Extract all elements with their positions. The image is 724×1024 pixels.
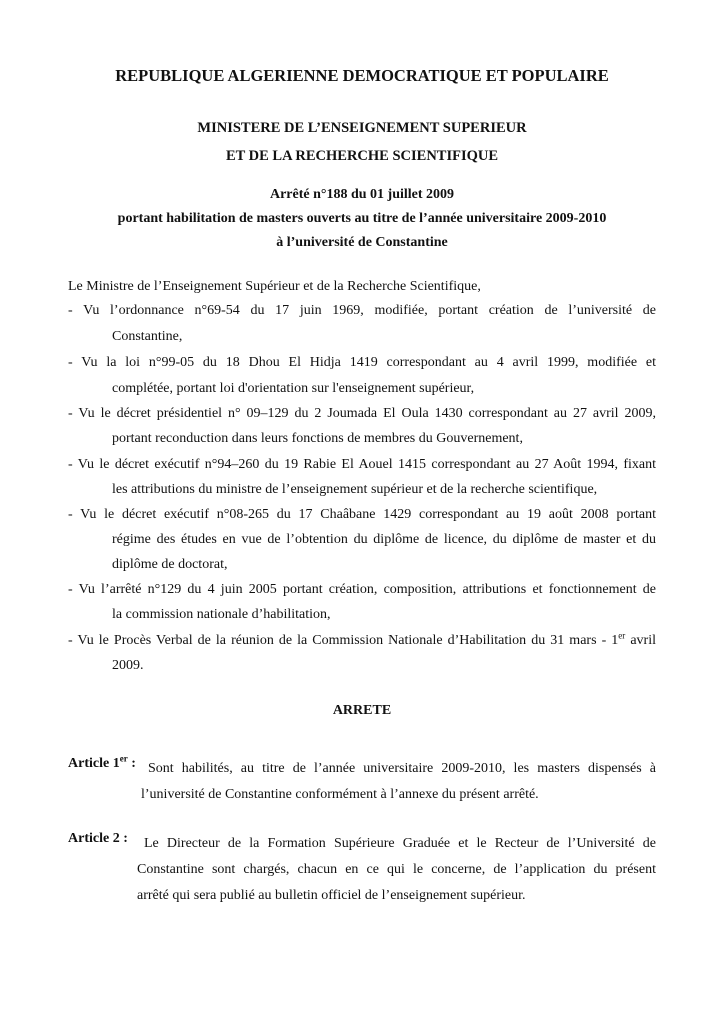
ministry-line-1: MINISTERE DE L’ENSEIGNEMENT SUPERIEUR [197,120,527,136]
decree-title-block [0,183,724,255]
article-2-line-2: Constantine sont chargés, chacun en ce qui le concerne, de l’application du présent [137,862,656,877]
ministry-heading [0,114,724,170]
vu-3-line-1: - Vu le décret présidentiel n° 09–129 du 2 Joumada El Oula 1430 correspondant au 27 avril 2009, [68,406,656,421]
decree-title: Arrêté n°188 du 01 juillet 2009 [269,187,455,202]
article-1-label [68,753,136,772]
vu-5-line-2: régime des études en vue de l’obtention du diplôme de licence, du diplôme de master et du [112,532,656,547]
article-1-label-tail: : [127,756,136,771]
article-2-line-1: Le Directeur de la Formation Supérieure Graduée et le Recteur de l’Université de [144,836,656,851]
article-2-line-3: arrêté qui sera publié au bulletin officiel de l’enseignement supérieur. [137,888,526,903]
decree-subject-line-2: à l’université de Constantine [276,235,448,250]
article-1-line-1: Sont habilités, au titre de l’année universitaire 2009-2010, les masters dispensés à [148,761,656,776]
vu-1-line-1: - Vu l’ordonnance n°69-54 du 17 juin 1969, modifiée, portant création de l’université de [68,303,656,318]
vu-1-line-2: Constantine, [112,329,183,344]
article-1-label-text: Article 1 [68,756,120,771]
vu-7-superscript: er [618,630,626,641]
republic-heading: REPUBLIQUE ALGERIENNE DEMOCRATIQUE ET POPULAIRE [115,66,609,85]
vu-5-line-3: diplôme de doctorat, [112,557,228,572]
vu-2-line-2: complétée, portant loi d'orientation sur l'enseignement supérieur, [112,381,475,396]
article-1-line-2: l’université de Constantine conformément à l’annexe du présent arrêté. [141,787,539,802]
vu-7-line-1 [68,629,656,653]
vu-4-line-2: les attributions du ministre de l’enseignement supérieur et de la recherche scientifique, [112,482,598,497]
article-2-label: Article 2 : [68,831,128,846]
arrete-heading: ARRETE [332,703,392,718]
vu-6-line-2: la commission nationale d’habilitation, [112,607,331,622]
decree-subject-line-1: portant habilitation de masters ouverts au titre de l’année universitaire 2009-2010 [117,211,607,226]
vu-7-tail: avril [625,633,657,648]
vu-4-line-1: - Vu le décret exécutif n°94–260 du 19 Rabie El Aouel 1415 correspondant au 27 Août 1994, fixant [68,457,656,472]
ministry-line-2: ET DE LA RECHERCHE SCIENTIFIQUE [225,148,499,164]
vu-3-line-2: portant reconduction dans leurs fonctions de membres du Gouvernement, [112,431,523,446]
vu-2-line-1: - Vu la loi n°99-05 du 18 Dhou El Hidja 1419 correspondant au 4 avril 1999, modifiée et [68,355,656,370]
vu-7-text: - Vu le Procès Verbal de la réunion de la Commission Nationale d’Habilitation du 31 mars - 1 [68,633,619,648]
article-1-label-superscript: er [119,753,128,764]
preamble-intro: Le Ministre de l’Enseignement Supérieur et de la Recherche Scientifique, [68,279,481,294]
vu-7-line-2: 2009. [112,658,144,673]
vu-5-line-1: - Vu le décret exécutif n°08-265 du 17 Chaâbane 1429 correspondant au 19 août 2008 portant [68,507,656,522]
vu-6-line-1: - Vu l’arrêté n°129 du 4 juin 2005 portant création, composition, attributions et fonctionnement de [68,582,656,597]
